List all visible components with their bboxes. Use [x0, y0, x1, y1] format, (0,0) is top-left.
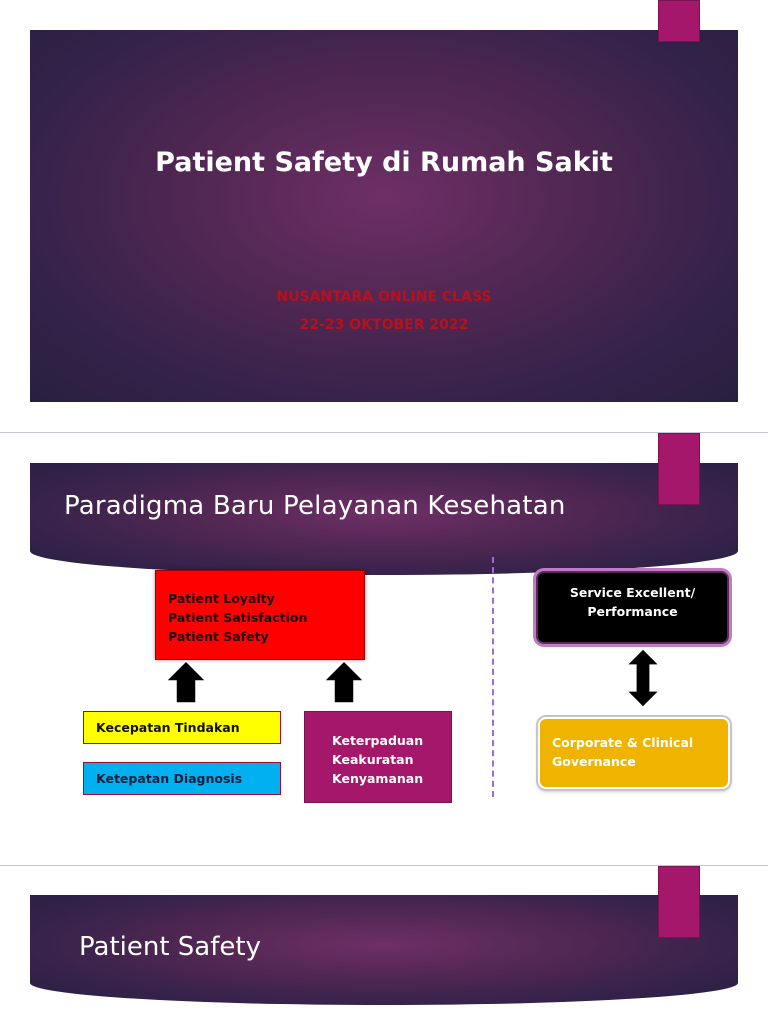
page-divider: [0, 865, 768, 866]
slide-title: Patient Safety di Rumah Sakit: [155, 147, 613, 178]
paradigm-slide: [30, 463, 738, 848]
title-slide: [30, 30, 738, 402]
slide-header: [30, 895, 738, 1005]
patient-outcomes-box: [155, 570, 365, 660]
page-divider: [0, 432, 768, 433]
speed-of-action-box: Kecepatan Tindakan: [83, 711, 281, 744]
event-name: NUSANTARA ONLINE CLASS: [276, 289, 492, 305]
box-line: Corporate & Clinical: [552, 735, 694, 750]
box-line: Patient Loyalty: [168, 591, 275, 606]
box-line: Keakuratan: [332, 752, 414, 767]
slide-accent-tab: [658, 866, 700, 938]
event-date: 22-23 OKTOBER 2022: [299, 317, 469, 333]
diagnosis-accuracy-box: Ketepatan Diagnosis: [83, 762, 281, 795]
slide-accent-tab: [658, 0, 700, 42]
double-arrow-icon: [626, 648, 660, 708]
service-qualities-box: [304, 711, 452, 803]
box-line: Performance: [587, 604, 678, 619]
box-line: Patient Satisfaction: [168, 610, 308, 625]
slide-header: [30, 463, 738, 575]
dashed-divider: [492, 557, 494, 797]
box-line: Keterpaduan: [332, 733, 424, 748]
box-line: Patient Safety: [168, 629, 269, 644]
slide-accent-tab: [658, 433, 700, 505]
patient-safety-slide: [30, 895, 738, 1024]
slide-title: Paradigma Baru Pelayanan Kesehatan: [64, 491, 566, 521]
up-arrow-icon: [322, 659, 366, 705]
box-line: Governance: [552, 754, 636, 769]
up-arrow-icon: [164, 659, 208, 705]
service-excellent-box: [536, 571, 729, 644]
box-line: Service Excellent/: [569, 585, 696, 600]
slide-title: Patient Safety: [79, 932, 261, 962]
governance-box: [538, 717, 730, 789]
box-line: Kenyamanan: [332, 771, 424, 786]
